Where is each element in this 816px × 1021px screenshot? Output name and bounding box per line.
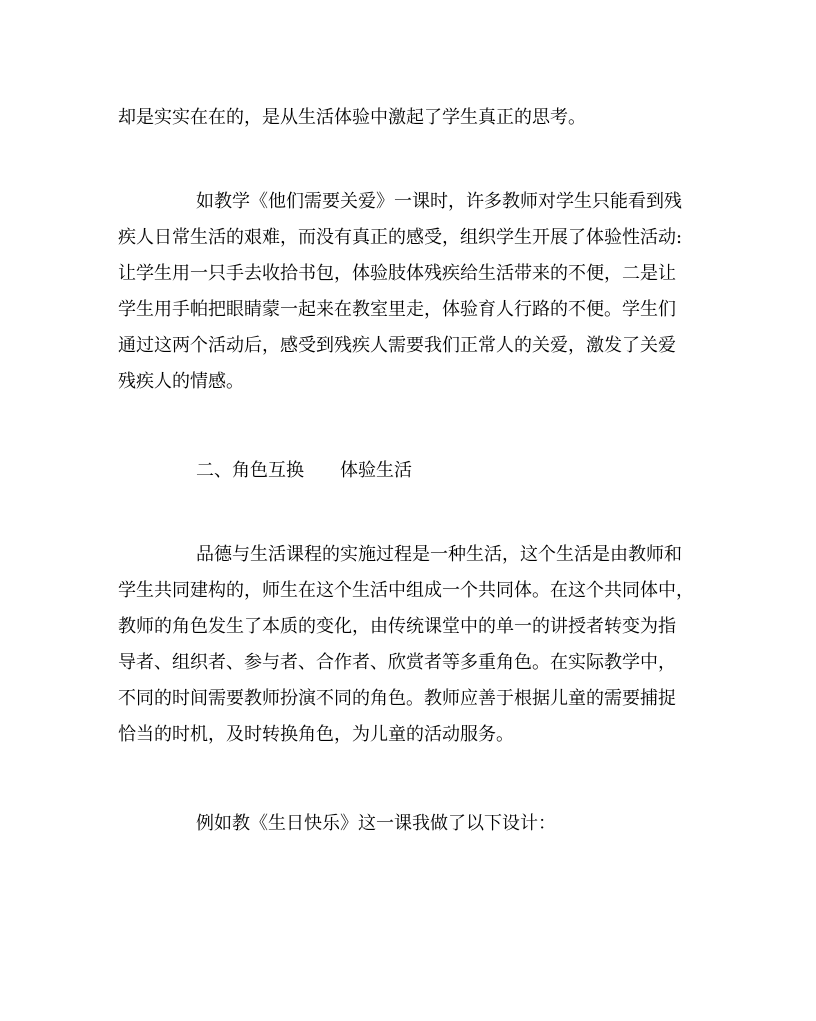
text-line: 学生用手帕把眼睛蒙一起来在教室里走，体验育人行路的不便。学生们 xyxy=(118,299,676,320)
text-line: 例如教《生日快乐》这一课我做了以下设计： xyxy=(196,813,556,834)
text-line: 残疾人的情感。 xyxy=(118,371,244,392)
text-line: 恰当的时机，及时转换角色，为儿童的活动服务。 xyxy=(118,724,514,745)
text-line: 导者、组织者、参与者、合作者、欣赏者等多重角色。在实际教学中， xyxy=(118,652,676,673)
text-line: 学生共同建构的，师生在这个生活中组成一个共同体。在这个共同体中， xyxy=(118,580,694,601)
text-line: 如教学《他们需要关爱》一课时，许多教师对学生只能看到残 xyxy=(196,191,682,212)
text-line: 不同的时间需要教师扮演不同的角色。教师应善于根据儿童的需要捕捉 xyxy=(118,688,676,709)
text-line: 让学生用一只手去收拾书包，体验肢体残疾给生活带来的不便，二是让 xyxy=(118,263,676,284)
text-line: 疾人日常生活的艰难，而没有真正的感受，组织学生开展了体验性活动: xyxy=(118,227,683,248)
text-line: 通过这两个活动后，感受到残疾人需要我们正常人的关爱，激发了关爱 xyxy=(118,335,676,356)
section-heading: 二、角色互换 体验生活 xyxy=(196,460,412,481)
text-line: 却是实实在在的，是从生活体验中激起了学生真正的思考。 xyxy=(118,107,586,128)
text-line: 教师的角色发生了本质的变化，由传统课堂中的单一的讲授者转变为指 xyxy=(118,616,676,637)
text-line: 品德与生活课程的实施过程是一种生活，这个生活是由教师和 xyxy=(196,544,682,565)
